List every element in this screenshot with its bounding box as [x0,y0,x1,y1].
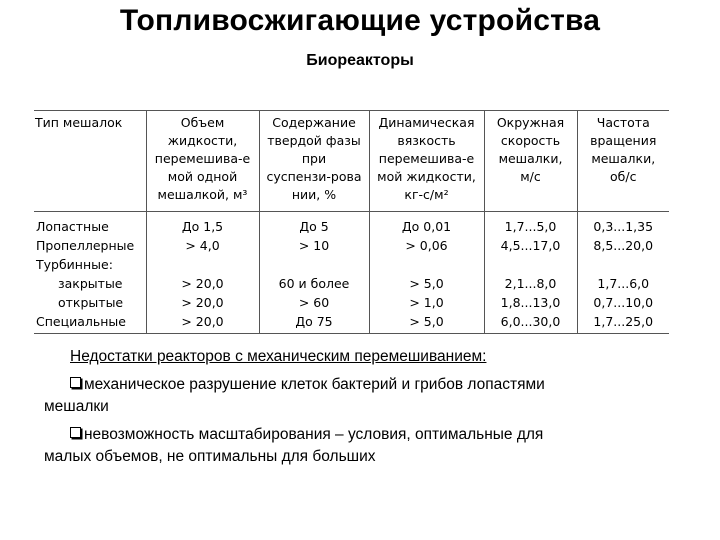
table-body [34,212,669,334]
column-header-line: мешалки, [591,151,656,166]
table-cell-frequency [577,236,669,255]
checkbox-bullet-icon [70,427,81,438]
column-header-line: вязкость [397,133,456,148]
cell-text: Лопастные [36,219,109,234]
table-cell-solid [259,236,369,255]
column-header [577,111,669,212]
cell-text: > 1,0 [409,295,444,310]
cell-text: 60 и более [278,276,350,291]
cell-text: > 20,0 [181,276,224,291]
notes-item-continuation: малых объемов, не оптимальны для больших [44,448,376,465]
column-header-line: Тип мешалок [35,115,123,130]
cell-text: > 60 [298,295,330,310]
notes-item-text: механическое разрушение клеток бактерий и грибов лопастями [84,376,545,393]
page-subtitle: Биореакторы [306,52,414,69]
column-header-line: при [301,151,327,166]
column-header [369,111,484,212]
column-header-line: Динамическая [378,115,475,130]
table-cell-frequency [577,255,669,274]
table-cell-type [34,236,146,255]
column-header-line: мой одной [167,169,238,184]
cell-text: До 75 [295,314,333,329]
table-cell-frequency [577,293,669,312]
table-cell-frequency [577,212,669,237]
cell-text: Пропеллерные [36,238,135,253]
table-row [34,274,669,293]
column-header-line: об/с [610,169,637,184]
cell-text: 2,1...8,0 [504,276,557,291]
column-header-line: перемешива-е [154,151,251,166]
cell-text: > 4,0 [185,238,220,253]
table-cell-speed [484,274,577,293]
cell-text: > 10 [298,238,330,253]
column-header-line: скорость [500,133,561,148]
column-header-line: суспензи-рова [266,169,362,184]
table-cell-frequency [577,312,669,334]
cell-text: Специальные [36,314,126,329]
table-cell-viscosity [369,212,484,237]
table-cell-type [34,212,146,237]
cell-text: > 5,0 [409,314,444,329]
checkbox-bullet-icon [70,377,81,388]
table-row [34,312,669,334]
notes-item-continuation: мешалки [44,398,109,415]
table-cell-frequency [577,274,669,293]
column-header-line: м/с [520,169,541,184]
column-header [146,111,259,212]
cell-text: > 0,06 [405,238,448,253]
table-cell-volume [146,255,259,274]
table-cell-viscosity [369,236,484,255]
table-cell-speed [484,293,577,312]
cell-text: До 0,01 [401,219,452,234]
table-cell-viscosity [369,274,484,293]
page-title: Топливосжигающие устройства [119,4,601,37]
cell-text: открытые [58,295,124,310]
notes-list-item [44,374,644,418]
table-cell-type [34,274,146,293]
table-cell-volume [146,293,259,312]
cell-text: 6,0...30,0 [500,314,561,329]
notes-heading: Недостатки реакторов с механическим перемешиванием: [70,348,487,365]
column-header-line: кг-с/м² [404,187,449,202]
table-cell-speed [484,212,577,237]
table-cell-speed [484,236,577,255]
column-header-line: перемешива-е [378,151,475,166]
table-row [34,236,669,255]
table-cell-type [34,312,146,334]
column-header [484,111,577,212]
table-cell-solid [259,293,369,312]
table-cell-type [34,293,146,312]
notes-item-text: невозможность масштабирования – условия, оптимальные для [84,426,544,443]
table-cell-viscosity [369,255,484,274]
table-cell-solid [259,255,369,274]
cell-text: 0,3...1,35 [593,219,654,234]
column-header-line: Содержание [272,115,356,130]
table-cell-viscosity [369,293,484,312]
cell-text: 0,7...10,0 [593,295,654,310]
table-cell-volume [146,312,259,334]
column-header-line: жидкости, [167,133,238,148]
table-cell-volume [146,274,259,293]
table-cell-type [34,255,146,274]
cell-text: 1,7...6,0 [597,276,650,291]
table-cell-solid [259,274,369,293]
table-cell-volume [146,212,259,237]
column-header [34,111,146,212]
column-header-line: нии, % [291,187,337,202]
table-cell-speed [484,255,577,274]
cell-text: Турбинные: [36,257,113,272]
table-cell-speed [484,312,577,334]
column-header-line: Частота [596,115,650,130]
column-header [259,111,369,212]
column-header-line: Объем [180,115,225,130]
cell-text: 4,5...17,0 [500,238,561,253]
cell-text: закрытые [58,276,123,291]
table-cell-viscosity [369,312,484,334]
cell-text: 8,5...20,0 [593,238,654,253]
cell-text: До 5 [299,219,329,234]
cell-text: 1,8...13,0 [500,295,561,310]
column-header-line: мешалкой, м³ [157,187,248,202]
table-row [34,212,669,237]
cell-text: 1,7...25,0 [593,314,654,329]
table-cell-solid [259,212,369,237]
column-header-line: Окружная [496,115,565,130]
cell-text: > 20,0 [181,295,224,310]
notes-list [44,374,644,468]
cell-text: 1,7...5,0 [504,219,557,234]
cell-text: > 20,0 [181,314,224,329]
stirrer-table [34,110,669,334]
column-header-line: твердой фазы [267,133,361,148]
notes-section [44,346,644,474]
column-header-line: мешалки, [498,151,563,166]
table-header-row [34,111,669,212]
column-header-line: вращения [590,133,657,148]
cell-text: До 1,5 [181,219,224,234]
cell-text: > 5,0 [409,276,444,291]
table-cell-volume [146,236,259,255]
table-cell-solid [259,312,369,334]
table-row [34,293,669,312]
column-header-line: мой жидкости, [377,169,476,184]
table-row [34,255,669,274]
notes-list-item [44,424,644,468]
